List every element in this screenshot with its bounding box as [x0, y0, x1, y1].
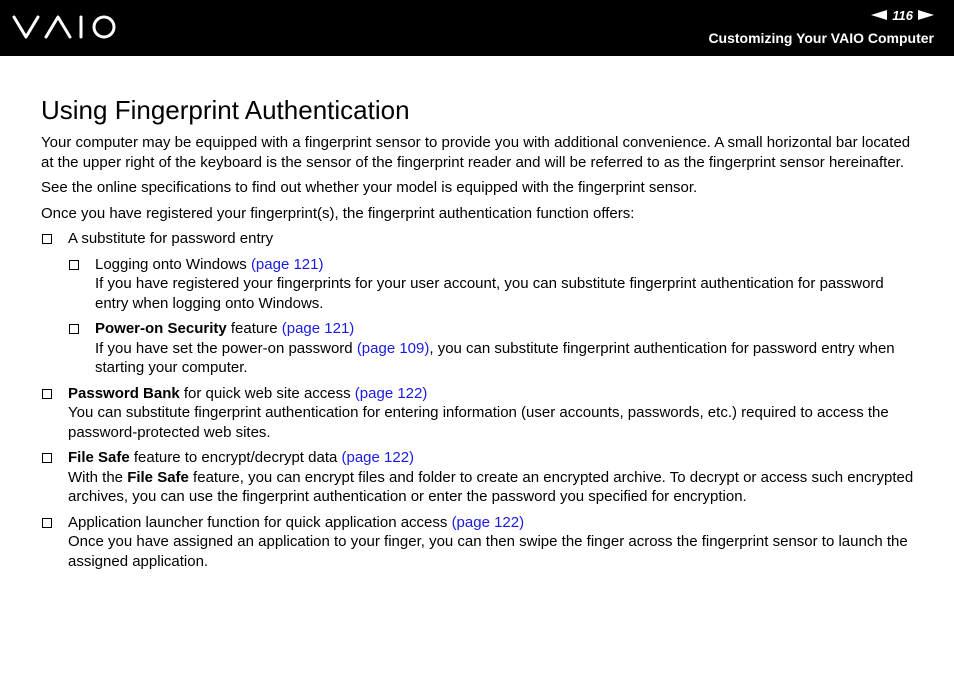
intro-paragraph: See the online specifications to find out whether your model is equipped with the fingerprint sensor.: [41, 179, 698, 196]
checkbox-bullet-icon: [42, 234, 52, 244]
description-text: With the: [68, 468, 128, 486]
page-link[interactable]: (page 121): [281, 320, 355, 337]
item-title-bold: File Safe: [68, 449, 130, 466]
next-page-arrow-icon[interactable]: [918, 10, 934, 20]
checkbox-bullet-icon: [69, 260, 79, 270]
intro-paragraph: Your computer may be equipped with a fingerprint sensor to provide you with additional convenience. A small horizontal bar located at the upper right of the keyboard is the sensor of the fingerprint reader and will be referred to as the fingerprint sensor hereinafter.: [41, 134, 911, 171]
list-item-password: [41, 229, 921, 249]
item-title: Application launcher function for quick application access: [68, 513, 452, 531]
item-description: You can substitute fingerprint authentication for entering information (user accounts, passwords, etc.) required to access the password-protected web sites.: [68, 404, 889, 441]
description-text: feature, you can encrypt files and folder to create an encrypted archive. To decrypt or access such encrypted archives, you can use the fingerprint authentication or enter the password you specified for encryption.: [68, 468, 914, 505]
list-item-launcher: [41, 513, 921, 572]
item-title-line: [95, 255, 921, 275]
item-title: feature: [226, 320, 282, 337]
page-content: [41, 133, 921, 577]
item-title: A substitute for password entry: [68, 230, 274, 247]
item-title-bold: Password Bank: [68, 384, 180, 402]
item-title-bold: Power-on Security: [95, 320, 227, 337]
item-description: If you have registered your fingerprints for your user account, you can substitute fingerprint authentication for password entry when logging onto Windows.: [95, 275, 884, 312]
previous-page-arrow-icon[interactable]: [871, 10, 887, 20]
description-text: , you can substitute fingerprint authentication for password entry when starting your computer.: [95, 339, 895, 376]
page-navigator: [871, 7, 934, 23]
item-title-line: [68, 384, 921, 404]
checkbox-bullet-icon: [42, 453, 52, 463]
item-description: [68, 468, 921, 507]
list-item-logon: [68, 255, 921, 314]
checkbox-bullet-icon: [69, 324, 79, 334]
item-title: Logging onto Windows: [95, 255, 251, 273]
intro-paragraph: Once you have registered your fingerprint(s), the fingerprint authentication function offers:: [41, 204, 635, 222]
item-title-line: [68, 448, 921, 468]
description-bold: File Safe: [127, 468, 189, 486]
checkbox-bullet-icon: [42, 518, 52, 528]
item-title-line: [95, 319, 921, 339]
page-link[interactable]: (page 122): [451, 513, 525, 531]
page-header: [0, 0, 954, 56]
checkbox-bullet-icon: [42, 389, 52, 399]
item-title: for quick web site access: [179, 384, 355, 402]
item-description: Once you have assigned an application to your finger, you can then swipe the finger across the fingerprint sensor to launch the assigned application.: [68, 533, 908, 570]
page-link[interactable]: (page 121): [250, 255, 324, 273]
section-title: Customizing Your VAIO Computer: [708, 30, 934, 46]
list-item-file-safe: [41, 448, 921, 507]
item-title: feature to encrypt/decrypt data: [129, 449, 342, 466]
item-title-line: [68, 513, 921, 533]
page-number: 116: [892, 7, 913, 23]
list-item-password-bank: [41, 384, 921, 443]
page-title: Using Fingerprint Authentication: [41, 95, 410, 125]
description-text: If you have set the power-on password: [95, 339, 357, 357]
vaio-logo: [12, 12, 122, 47]
page-link[interactable]: (page 122): [341, 449, 415, 466]
list-item-poweron: [68, 319, 921, 378]
page-link[interactable]: (page 122): [354, 384, 428, 402]
page-link[interactable]: (page 109): [356, 339, 430, 357]
item-description: [95, 339, 921, 378]
